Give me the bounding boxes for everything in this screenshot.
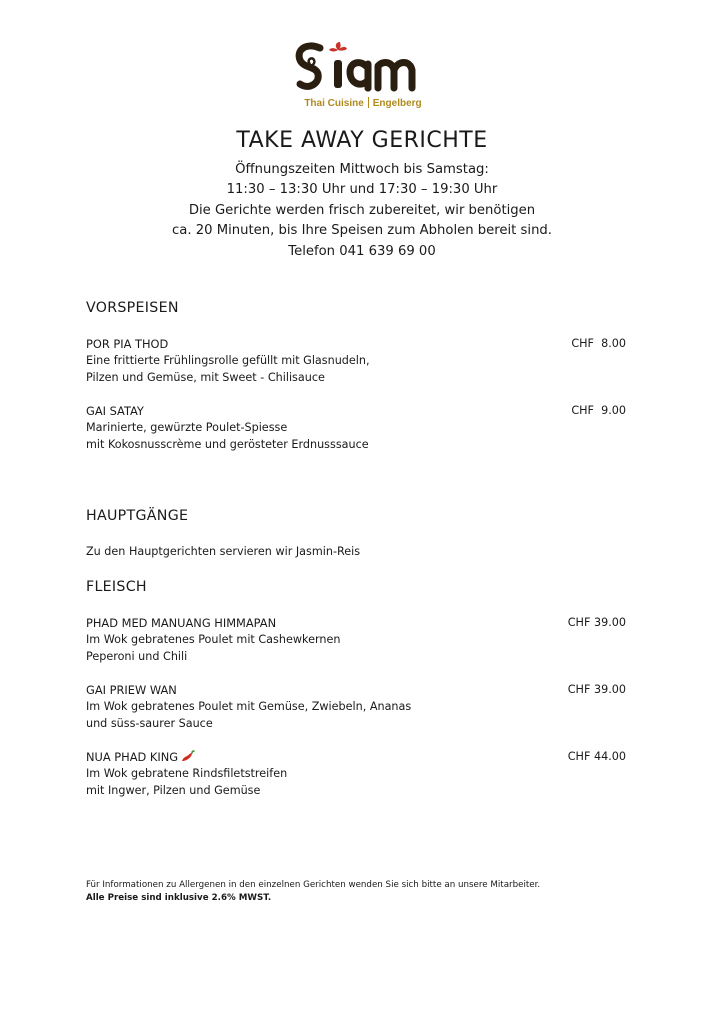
section-heading-fleisch: FLEISCH xyxy=(86,579,147,595)
item-description-line: und süss-saurer Sauce xyxy=(86,716,213,730)
logo xyxy=(292,40,434,114)
item-description-line: Im Wok gebratenes Poulet mit Cashewkernen xyxy=(86,632,341,646)
item-description-line: Eine frittierte Frühlingsrolle gefüllt mit Glasnudeln, xyxy=(86,353,370,367)
menu-item xyxy=(86,403,626,453)
menu-item xyxy=(86,682,626,732)
item-price: CHF 39.00 xyxy=(567,616,626,629)
logo-subtitle-left: Thai Cuisine xyxy=(304,98,364,109)
opening-hours: 11:30 – 13:30 Uhr und 17:30 – 19:30 Uhr xyxy=(226,182,498,198)
item-name: GAI SATAY xyxy=(86,404,144,418)
preparation-note-2: ca. 20 Minuten, bis Ihre Speisen zum Abholen bereit sind. xyxy=(172,223,552,239)
footer xyxy=(86,879,540,906)
opening-hours-heading: Öffnungszeiten Mittwoch bis Samstag: xyxy=(235,162,489,177)
item-description-line: Peperoni und Chili xyxy=(86,649,188,663)
item-price: CHF 44.00 xyxy=(567,750,626,763)
intro-text xyxy=(0,160,724,262)
logo-subtitle xyxy=(292,97,434,109)
item-name: NUA PHAD KING xyxy=(86,750,179,764)
item-description-line: mit Ingwer, Pilzen und Gemüse xyxy=(86,783,261,797)
menu-item xyxy=(86,615,626,665)
allergen-note: Für Informationen zu Allergenen in den einzelnen Gerichten wenden Sie sich bitte an unsere Mitarbeiter. xyxy=(86,880,541,890)
logo-subtitle-right: Engelberg xyxy=(372,98,422,109)
menu-item xyxy=(86,336,626,386)
item-name: POR PIA THOD xyxy=(86,337,169,351)
item-name-row xyxy=(86,749,626,766)
chili-icon xyxy=(181,750,195,762)
item-description-line: Pilzen und Gemüse, mit Sweet - Chilisauce xyxy=(86,370,325,384)
vat-note: Alle Preise sind inklusive 2.6% MWST. xyxy=(86,893,272,904)
logo-divider xyxy=(368,97,369,108)
item-name: PHAD MED MANUANG HIMMAPAN xyxy=(86,616,277,630)
lotus-icon xyxy=(329,42,347,52)
preparation-note: Die Gerichte werden frisch zubereitet, wir benötigen xyxy=(188,202,536,218)
item-name: GAI PRIEW WAN xyxy=(86,683,177,697)
item-description-line: mit Kokosnusscrème und gerösteter Erdnusssauce xyxy=(86,437,369,451)
item-price: CHF 39.00 xyxy=(567,683,626,696)
logo-wordmark xyxy=(292,40,434,96)
item-description-line: Im Wok gebratenes Poulet mit Gemüse, Zwiebeln, Ananas xyxy=(86,699,412,713)
item-description-line: Marinierte, gewürzte Poulet-Spiesse xyxy=(86,420,288,434)
phone-number: Telefon 041 639 69 00 xyxy=(288,243,436,259)
section-heading-vorspeisen: VORSPEISEN xyxy=(86,300,179,316)
item-description-line: Im Wok gebratene Rindsfiletstreifen xyxy=(86,766,288,780)
menu-item xyxy=(86,749,626,799)
page-title: TAKE AWAY GERICHTE xyxy=(236,128,488,153)
rice-note: Zu den Hauptgerichten servieren wir Jasmin-Reis xyxy=(86,545,361,558)
section-heading-hauptgaenge: HAUPTGÄNGE xyxy=(86,508,189,524)
item-price: CHF 8.00 xyxy=(571,337,626,350)
item-price: CHF 9.00 xyxy=(571,404,626,417)
